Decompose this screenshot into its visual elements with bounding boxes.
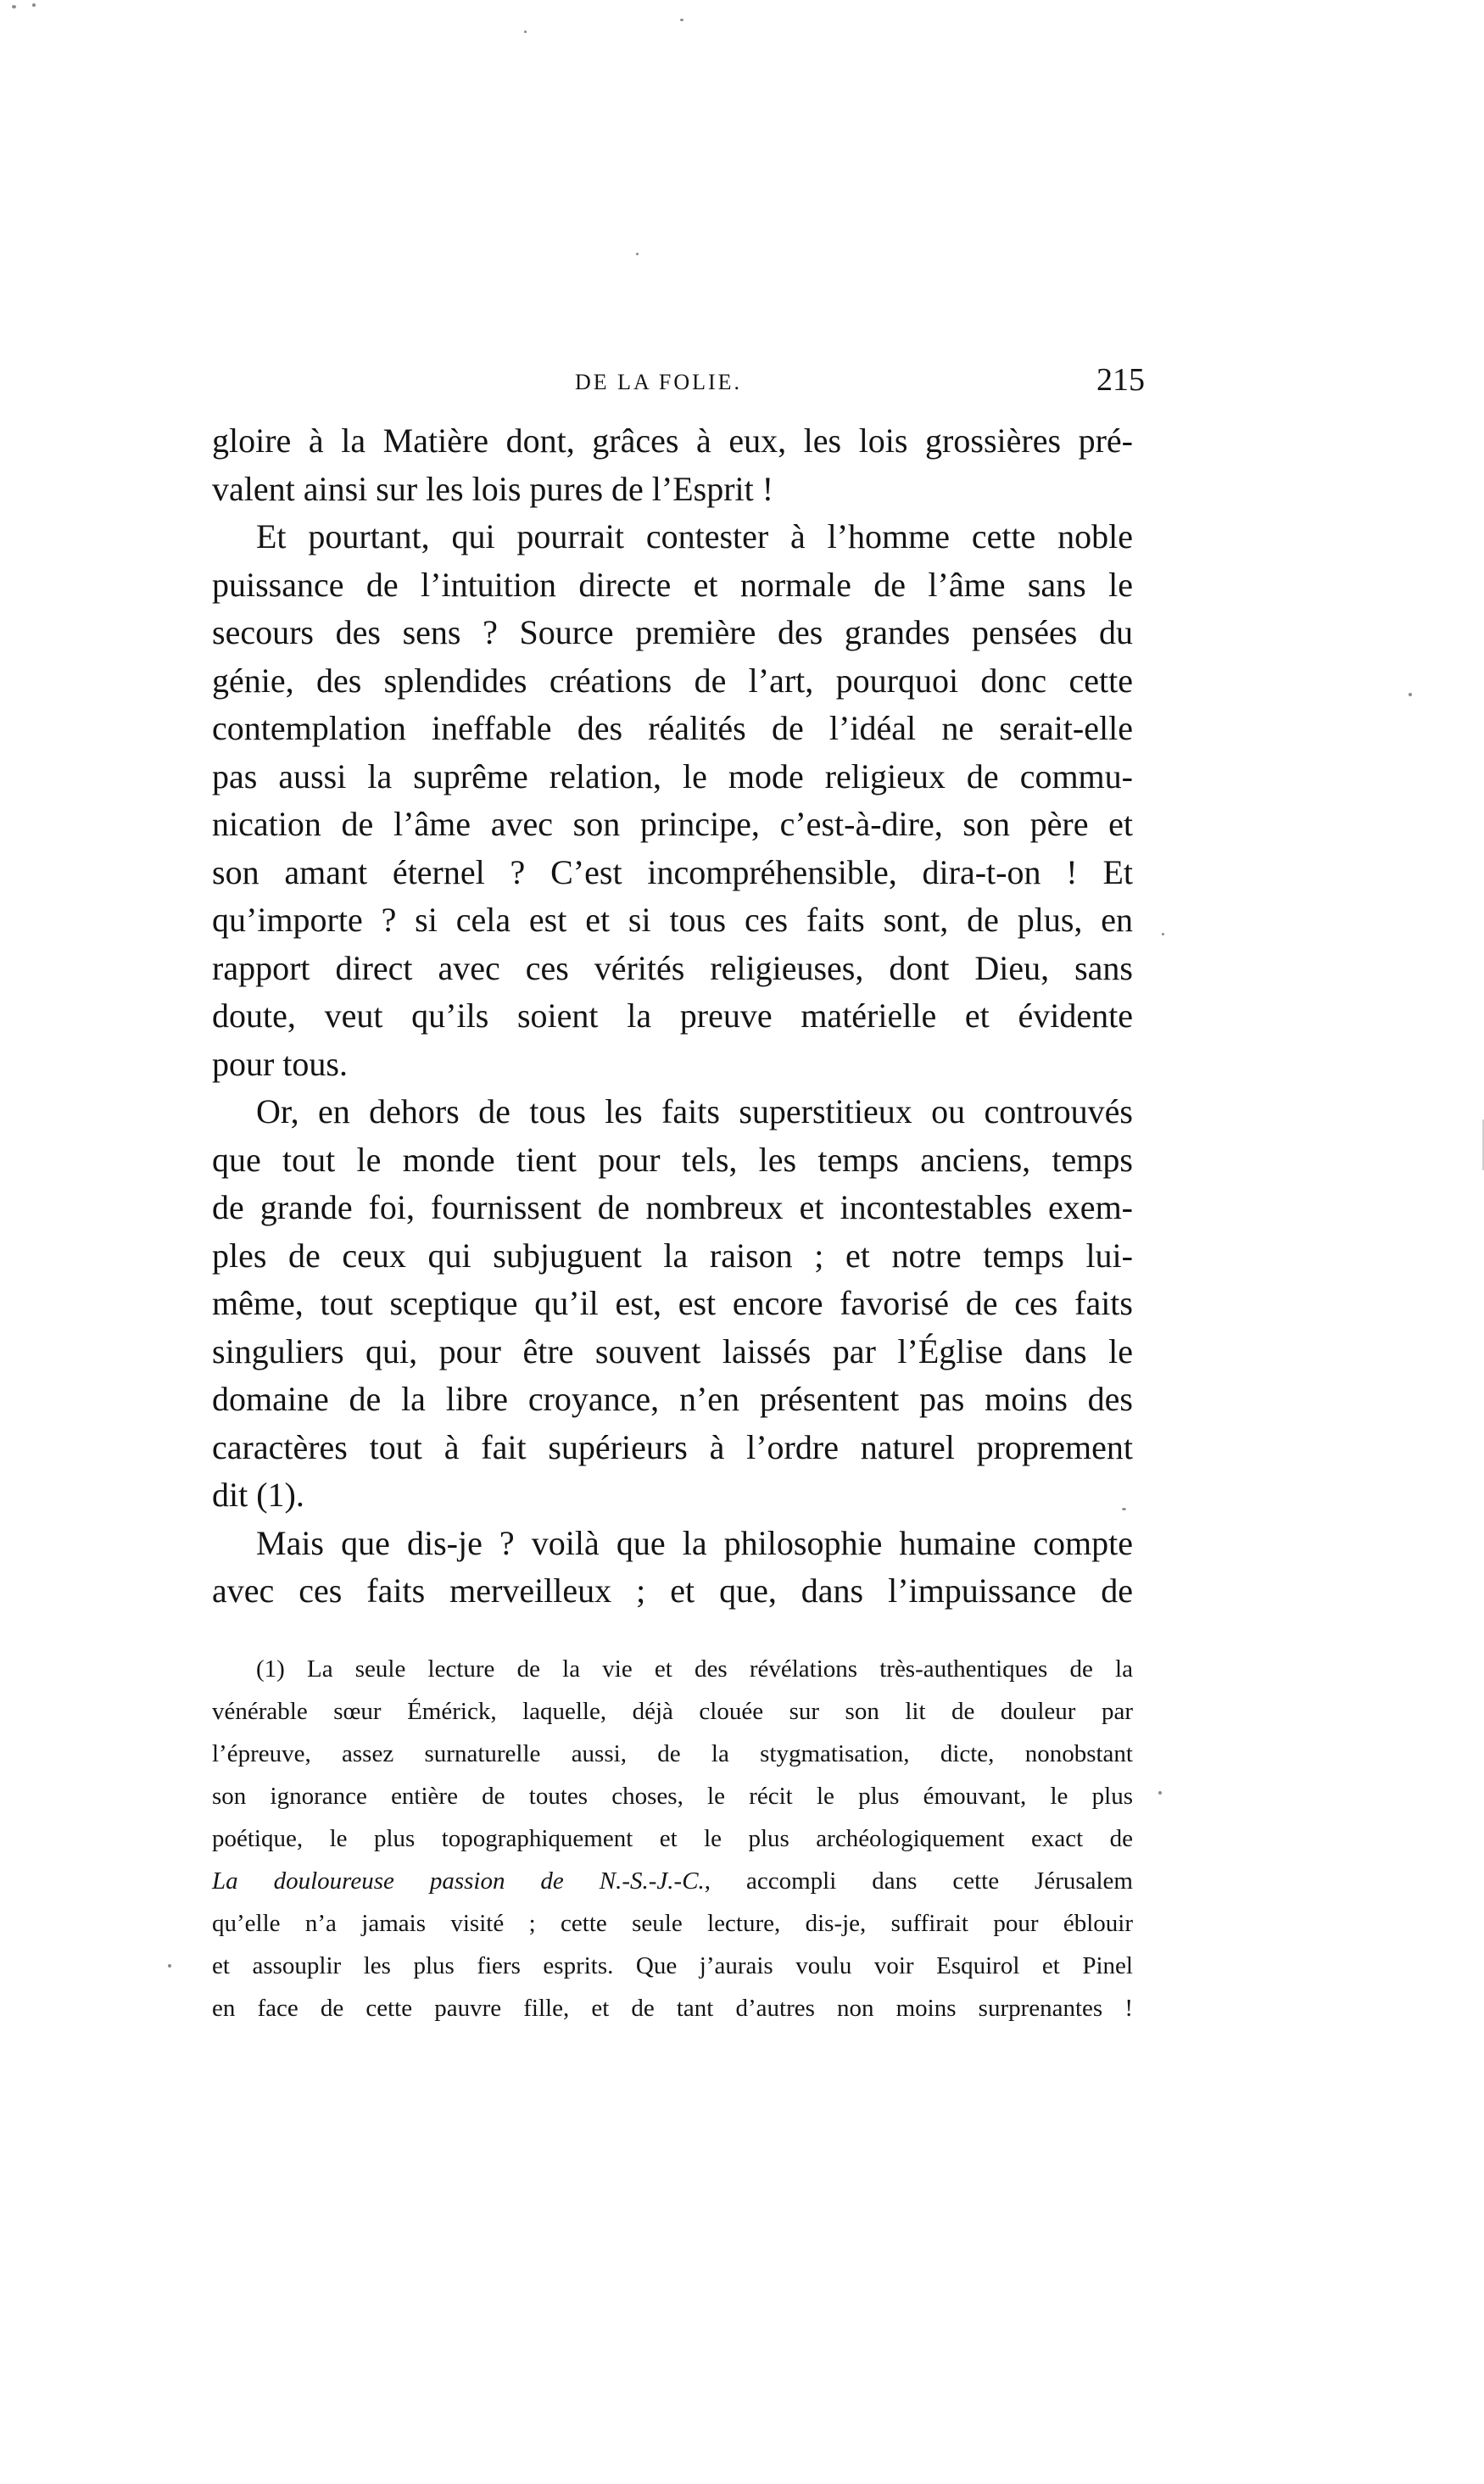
footnote-line-with-title <box>212 1860 1133 1902</box>
text-line: son amant éternel ? C’est incompréhensible, dira-t-on ! Et <box>212 852 1133 891</box>
text-line: secours des sens ? Source première des grandes pensées du <box>212 613 1133 651</box>
text-line: génie, des splendides créations de l’art, pourquoi donc cette <box>212 661 1133 700</box>
page-number: 215 <box>1096 362 1145 398</box>
text-line: doute, veut qu’ils soient la preuve matérielle et évidente <box>212 996 1133 1035</box>
text-line: gloire à la Matière dont, grâces à eux, les lois grossières pré- <box>212 421 1133 460</box>
scan-speck <box>1409 693 1412 696</box>
text-line: même, tout sceptique qu’il est, est encore favorisé de ces faits <box>212 1284 1133 1322</box>
text-line: contemplation ineffable des réalités de l’idéal ne serait-elle <box>212 709 1133 747</box>
main-text <box>212 417 1133 1616</box>
scan-speck <box>1122 1508 1126 1510</box>
footnote-line: qu’elle n’a jamais visité ; cette seule lecture, dis-je, suffirait pour éblouir <box>212 1910 1133 1937</box>
text-line: avec ces faits merveilleux ; et que, dans l’impuissance de <box>212 1571 1133 1610</box>
book-title-italic: La douloureuse passion de N.-S.-J.-C. <box>212 1867 705 1895</box>
scan-speck <box>680 19 683 21</box>
text-line: caractères tout à fait supérieurs à l’ordre naturel proprement <box>212 1427 1133 1466</box>
scan-speck <box>168 1964 171 1968</box>
text-line: pour tous. <box>212 1044 348 1083</box>
scan-speck <box>636 253 639 255</box>
footnote-line-rest: , accompli dans cette Jérusalem <box>704 1867 1133 1895</box>
text-line: Or, en dehors de tous les faits superstitieux ou controuvés <box>256 1092 1133 1130</box>
text-line: dit (1). <box>212 1476 304 1514</box>
text-line: que tout le monde tient pour tels, les temps anciens, temps <box>212 1140 1133 1179</box>
footnote-line: poétique, le plus topographiquement et le plus archéologiquement exact de <box>212 1825 1133 1852</box>
footnote-block <box>212 1648 1133 2029</box>
text-line: qu’importe ? si cela est et si tous ces faits sont, de plus, en <box>212 901 1133 939</box>
footnote-line: en face de cette pauvre fille, et de tant d’autres non moins surprenantes ! <box>212 1995 1133 2022</box>
footnote-line: son ignorance entière de toutes choses, le récit le plus émouvant, le plus <box>212 1783 1133 1810</box>
footnote-line: (1) La seule lecture de la vie et des révélations très-authentiques de la <box>256 1655 1133 1683</box>
text-line: nication de l’âme avec son principe, c’est-à-dire, son père et <box>212 805 1133 843</box>
scan-speck <box>12 5 16 8</box>
text-line: Et pourtant, qui pourrait contester à l’homme cette noble <box>256 517 1133 555</box>
footnote-line: et assouplir les plus fiers esprits. Que j’aurais voulu voir Esquirol et Pinel <box>212 1952 1133 1979</box>
text-line: puissance de l’intuition directe et normale de l’âme sans le <box>212 565 1133 604</box>
running-title: DE LA FOLIE. <box>575 370 743 394</box>
text-line: ples de ceux qui subjuguent la raison ; et notre temps lui- <box>212 1236 1133 1275</box>
text-line: Mais que dis-je ? voilà que la philosophie humaine compte <box>256 1523 1133 1562</box>
footnote-line: vénérable sœur Émérick, laquelle, déjà clouée sur son lit de douleur par <box>212 1698 1133 1725</box>
page-header <box>210 361 1145 412</box>
footnote-line: l’épreuve, assez surnaturelle aussi, de la stygmatisation, dicte, nonobstant <box>212 1740 1133 1767</box>
scan-speck <box>32 3 36 7</box>
text-line: domaine de la libre croyance, n’en présentent pas moins des <box>212 1380 1133 1418</box>
scan-speck <box>1162 933 1164 935</box>
scan-speck <box>524 31 527 33</box>
text-line: pas aussi la suprême relation, le mode religieux de commu- <box>212 756 1133 795</box>
text-line: rapport direct avec ces vérités religieuses, dont Dieu, sans <box>212 948 1133 987</box>
scan-speck <box>1158 1791 1162 1795</box>
text-line: de grande foi, fournissent de nombreux et incontestables exem- <box>212 1188 1133 1226</box>
text-line: singuliers qui, pour être souvent laissés par l’Église dans le <box>212 1331 1133 1370</box>
text-line: valent ainsi sur les lois pures de l’Esprit ! <box>212 469 774 508</box>
